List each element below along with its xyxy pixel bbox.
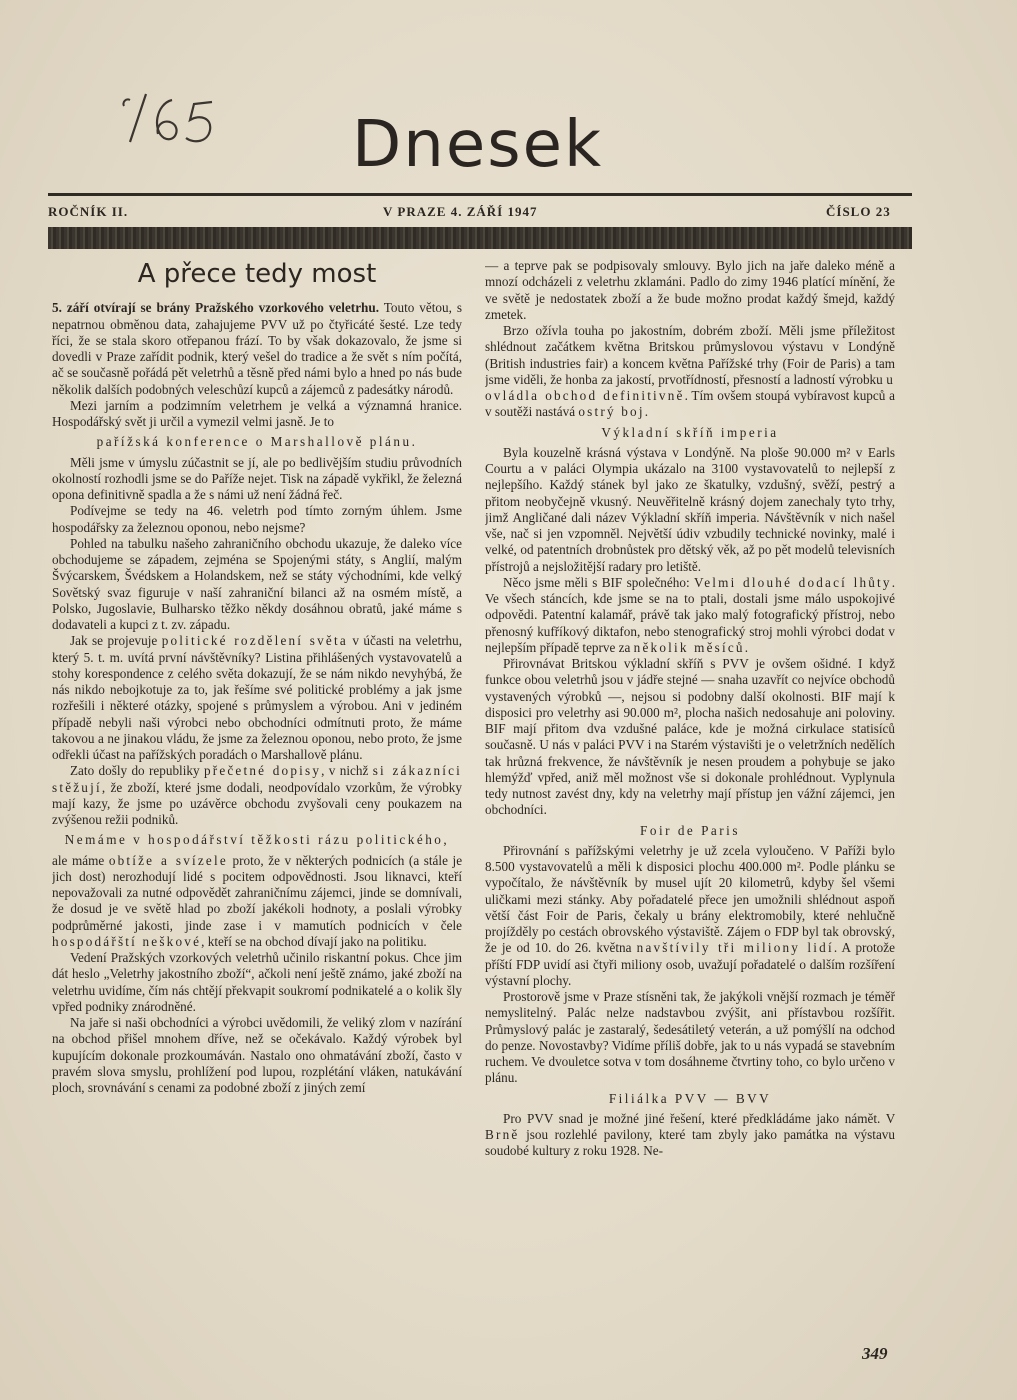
section-subhead: Foir de Paris	[640, 822, 740, 838]
volume-label: ROČNÍK II.	[48, 204, 129, 219]
handwritten-page-number	[112, 82, 222, 152]
paragraph: Mezi jarním a podzimním veletrhem je velká a významná hranice. Hospodářský svět ji určil a vymezil velmi jasně. Je to	[52, 397, 462, 429]
section-subhead: Výkladní skříň imperia	[601, 424, 779, 440]
paragraph: Jak se projevuje politické rozdělení světa v účasti na veletrhu, který 5. t. m. uvítá první návštěvníky? Listina přihlášených vystavovatelů a stohy korespondence z celého světa dokazují, že se nám nikdo nevyhýbá, že nás nikdo nebojkotuje za to, jak řešíme své politické problémy a jak jsme rozřešili i některé otázky, spojené s průmyslem a výrobou. Ani v jediném případě nebyli naši výrobci nebo obchodníci odmítnuti proto, že máme takovou a ne jinakou vládu, že jsme za železnou oponou, nebo proto, že jsme odřekli účast na pařížských poradách o Marshallově plánu.	[52, 633, 462, 762]
paragraph: 5. září otvírají se brány Pražského vzorkového veletrhu. Touto větou, s nepatrnou obměnou data, zahajujeme PVV už po čtyřicáté šesté. Lze tedy říci, že se stala skoro otřepanou frází. To by však dokazovalo, že jsme si dovedli v Praze zařídit podnik, který vešel do tradice a že svět s ním počítá, ač se současně pořádá pět veletrhů a těsně před námi bylo a hned po nás bude několik dalších podobných veleschůzí kupců a zájemců z padesátky národů.	[52, 300, 462, 397]
paragraph: Něco jsme měli s BIF společného: Velmi dlouhé dodací lhůty. Ve všech stáncích, kde jsme se na to ptali, dostali jsme málo uspokojivé odpovědi. Patentní kalamář, právě tak jako malý fotografický přístroj, nebo přenosný kufříkový diktafon, nebo stenografický stroj mohli výrobci dodat v nejlepším případě teprve za několik měsíců.	[485, 574, 895, 655]
decorative-band	[48, 227, 912, 249]
paragraph: — a teprve pak se podpisovaly smlouvy. Bylo jich na jaře daleko méně a mnozí odcházeli z veletrhu zklamáni. Padlo do zimy 1946 platící mínění, že ve světě je nedostatek zboží a že bude možno prodat každý šmejd, každý zmetek.	[485, 258, 895, 322]
issue-number: ČÍSLO 23	[826, 204, 891, 219]
paragraph: Přirovnávat Britskou výkladní skříň s PVV je ovšem ošidné. I když funkce obou veletrhů jsou v jádře stejné — snaha uzavřít co nejvíce obchodů vystavených výrobků —, nejsou si podobny další okolnosti. BIF mají k disposici pro veletrhy asi 90.000 m², plocha našich nedosahuje ani poloviny. BIF mají přitom dva vzdušné paláce, kde je možná cirkulace statisíců současně. U nás v paláci PVV i na Starém výstavišti je o veletržních nedělích tak hrůzná frekvence, že návštěvník je nesen proudem a pohybuje se jako hlemýžď vpřed, aniž měl možnost vše si dokonale prohlédnout. Vyplynula tedy nutnost zavést dny, kdy na veletrhy mají přístup jen vážní zájemci, jen obchodníci.	[485, 656, 895, 818]
paragraph: Brzo ožívla touha po jakostním, dobrém zboží. Měli jsme příležitost shlédnout začátkem května Britskou průmyslovou výstavu v Londýně (British industries fair) a koncem května Pařížské trhy (Foir de Paris) a tam jsme viděli, že honba za jakostí, prvotřídností, přesností a ladností výrobku u ovládla obchod definitivně. Tím ovšem stoupá vybíravost kupců a v soutěži nastává ostrý boj.	[485, 323, 895, 420]
article-headline: A přece tedy most	[137, 259, 377, 289]
emphasis-line: pařížská konference o Marshallově plánu.	[96, 434, 418, 450]
paragraph: Prostorově jsme v Praze stísněni tak, že jakýkoli vnější rozmach je téměř nemyslitelný. Palác nelze nadstavbou zvýšit, ani přístavbou rozšířit. Průmyslový palác je zastaralý, šedesátiletý veterán, a už pomýšlí na odchod do penze. Novostavby? Vidíme příliš dobře, jak to u nás vypadá se stavebním ruchem. Ve dvouletce sotva v tom dosáhneme čtvrtiny toho, co bylo určeno v plánu.	[485, 989, 895, 1086]
paragraph: Přirovnání s pařížskými veletrhy je už zcela vyloučeno. V Paříži bylo 8.500 vystavovatelů a měli k disposici plochu 400.000 m². Podle plánku se vypočítalo, že návštěvník by musel ujít 20 kilometrů, kdyby šel všemi uličkami mezi stánky. Aby pořadatelé přece jen umožnili shlédnout aspoň větší část Foir de Paris, čekaly u brány elektromobily, které nehlučně projížděly po cestách obrovského výstaviště. Zájem o FDP byl tak obrovský, že je od 10. do 26. května navštívily tři miliony lidí. A protože příští FDP uvidí asi čtyři miliony osob, uvažují pořadatelé o dalším rozšíření výstavní plochy.	[485, 842, 895, 988]
masthead-title: Dnesek	[352, 108, 603, 182]
paragraph: Pohled na tabulku našeho zahraničního obchodu ukazuje, že daleko více obchodujeme se západem, zejména se Spojenými státy, s Anglií, malým Švýcarskem, Švédskem a Holandskem, než se státy východními, kde velký Sovětský svaz figuruje v naší zahraniční bilanci až na osmém místě, a Polsko, Jugoslavie, Bulharsko těžko někdy dosáhnou obratů, jaké máme s dodavateli a kupci z t. zv. západu.	[52, 535, 462, 632]
place-date: V PRAZE 4. ZÁŘÍ 1947	[383, 204, 538, 219]
paragraph: Měli jsme v úmyslu zúčastnit se jí, ale po bedlivějším studiu průvodních okolností rozhodli jsme se do Paříže nejet. Tisk na západě vykřikl, že železná opona definitivně spadla a že s námi už není žádná řeč.	[52, 454, 462, 502]
section-subhead: Filiálka PVV — BVV	[608, 1090, 772, 1106]
page-number: 349	[862, 1344, 888, 1363]
paragraph: Na jaře si naši obchodníci a výrobci uvědomili, že veliký zlom v nazírání na obchod přišel mnohem dříve, než se očekávalo. Každý výrobek byl kupujícím dokonale prozkoumáván. Nastalo ono ohmatávání zboží, často v pravém slova smyslu, prohlížení pod lupou, rozplétání vláken, natukávání ploch, srovnávání s cenami za podobné zboží z jiných zemí	[52, 1015, 462, 1095]
paragraph: ale máme obtíže a svízele proto, že v některých podnicích (a stále je jich dost) nerozhodují lidé s pocitem odpovědnosti. Jsou liknavci, kteří nepovažovali za nutné odpovědět zahraničnímu zájemci, jinde se domnívali, že dosud je ve světě hlad po zboží jakékoli hodnoty, a poslali výrobky podprůměrné jakosti, jinde zase i v mamutích podnicích v čele hospodářští neškové, kteří se na obchod dívají jako na politiku.	[52, 852, 462, 949]
paragraph: Podívejme se tedy na 46. veletrh pod tímto zorným úhlem. Jsme hospodářsky za železnou oponou, nebo nejsme?	[52, 503, 462, 535]
article-column-left	[52, 258, 462, 1348]
paragraph: Zato došly do republiky přečetné dopisy, v nichž si zákazníci stěžují, že zboží, které jsme dodali, neodpovídalo vzorkům, že výrobky mají kazy, že jsme po uzávěrce obchodu zvyšovali ceny poukazem na zvýšenou režii podniků.	[52, 763, 462, 827]
article-column-right	[485, 258, 895, 1348]
lead-sentence: 5. září otvírají se brány Pražského vzorkového veletrhu.	[52, 300, 380, 316]
masthead-rule	[48, 193, 912, 196]
paragraph: Byla kouzelně krásná výstava v Londýně. Na ploše 90.000 m² v Earls Courtu a v paláci Olympia ukázalo na 3100 vystavovatelů to nejlepší z nejlepšího. Každý stánek byl jako ze škatulky, vzdušný, svěží, pestrý a přitom neobyčejně vkusný. Neuvěřitelně krásný dojem zanechaly tyto trhy, jimž Angličané dali název Výkladní skříň imperia. Návštěvník v nich našel vše, nač si jen vzpomněl. Největší údiv vzbudily technické novinky, malé i velké, od patentních drobnůstek pro dětský věk, až po pět modelů televisních přístrojů a nejsložitější radary pro letiště.	[485, 444, 895, 574]
paragraph: Pro PVV snad je možné jiné řešení, které předkládáme jako námět. V Brně jsou rozlehlé pavilony, které tam zbyly jako památka na výstavu soudobé kultury z roku 1928. Ne-	[485, 1110, 895, 1159]
section-subhead: Nemáme v hospodářství těžkosti rázu politického,	[64, 832, 450, 848]
paragraph: Vedení Pražských vzorkových veletrhů učinilo riskantní pokus. Chce jim dát heslo „Veletrhy jakostního zboží“, ačkoli není ještě známo, jaké zboží na veletrhu uvidíme, čím nás chtějí překvapit soukromí podnikatelé a o kolik šly vpřed podniky znárodněné.	[52, 950, 462, 1014]
